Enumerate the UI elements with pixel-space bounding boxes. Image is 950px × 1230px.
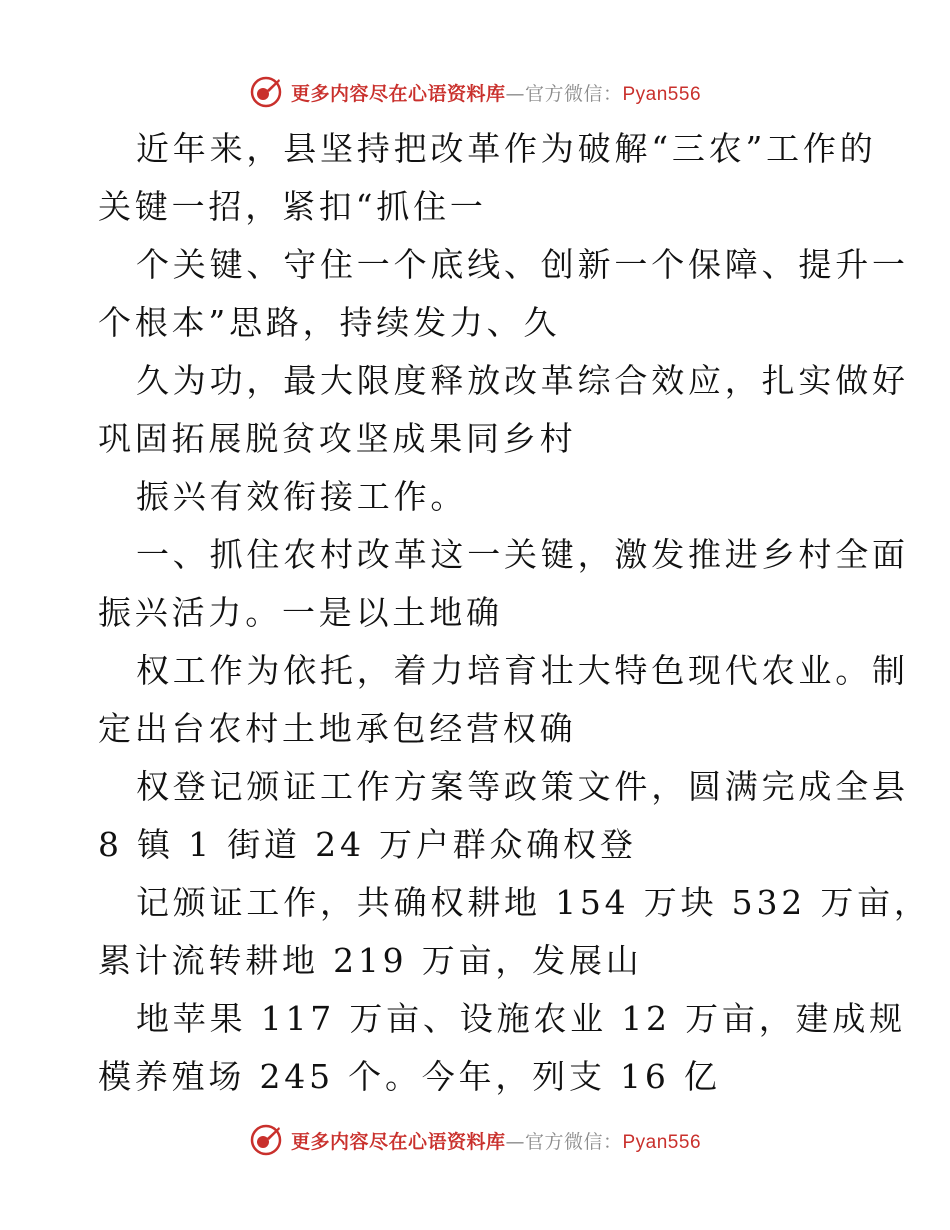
- page-header-watermark: [0, 70, 950, 114]
- text-line: 个关键、守住一个底线、创新一个保障、提升一: [136, 245, 909, 284]
- watermark-separator: —: [505, 82, 525, 105]
- text-line: 累计流转耕地 219 万亩，发展山: [98, 941, 643, 980]
- text-line: 权工作为依托，着力培育壮大特色现代农业。制: [136, 651, 909, 690]
- text-line: 记颁证工作，共确权耕地 154 万块 532 万亩，: [136, 883, 931, 922]
- text-line: 个根本”思路，持续发力、久: [98, 303, 561, 342]
- text-line: 模养殖场 245 个。今年，列支 16 亿: [98, 1057, 721, 1096]
- text-line: 一、抓住农村改革这一关键，激发推进乡村全面: [136, 535, 909, 574]
- text-line: 8 镇 1 街道 24 万户群众确权登: [98, 825, 637, 864]
- text-line: 振兴活力。一是以土地确: [98, 593, 503, 632]
- page-footer-watermark: [0, 1118, 950, 1162]
- watermark-wechat-label: 官方微信：: [524, 1130, 623, 1153]
- watermark-brand: 更多内容尽在心语资料库: [290, 1130, 506, 1153]
- text-line: 振兴有效衔接工作。: [136, 477, 468, 516]
- watermark-separator: —: [505, 1130, 525, 1153]
- pen-logo-icon: [249, 1123, 283, 1157]
- text-line: 关键一招，紧扣“抓住一: [98, 187, 487, 226]
- document-body: [98, 120, 931, 1106]
- watermark-text: [291, 1127, 701, 1154]
- text-line: 久为功，最大限度释放改革综合效应，扎实做好: [136, 361, 909, 400]
- watermark-text: [291, 79, 701, 106]
- watermark-wechat-label: 官方微信：: [524, 82, 623, 105]
- text-line: 地苹果 117 万亩、设施农业 12 万亩，建成规: [136, 999, 906, 1038]
- text-line: 近年来，县坚持把改革作为破解“三农”工作的: [136, 129, 877, 168]
- pen-logo-icon: [249, 75, 283, 109]
- watermark-wechat-id: Pyan556: [622, 83, 702, 105]
- text-line: 巩固拓展脱贫攻坚成果同乡村: [98, 419, 577, 458]
- text-line: 定出台农村土地承包经营权确: [98, 709, 577, 748]
- text-line: 权登记颁证工作方案等政策文件，圆满完成全县: [136, 767, 909, 806]
- watermark-brand: 更多内容尽在心语资料库: [290, 82, 506, 105]
- watermark-wechat-id: Pyan556: [622, 1131, 702, 1153]
